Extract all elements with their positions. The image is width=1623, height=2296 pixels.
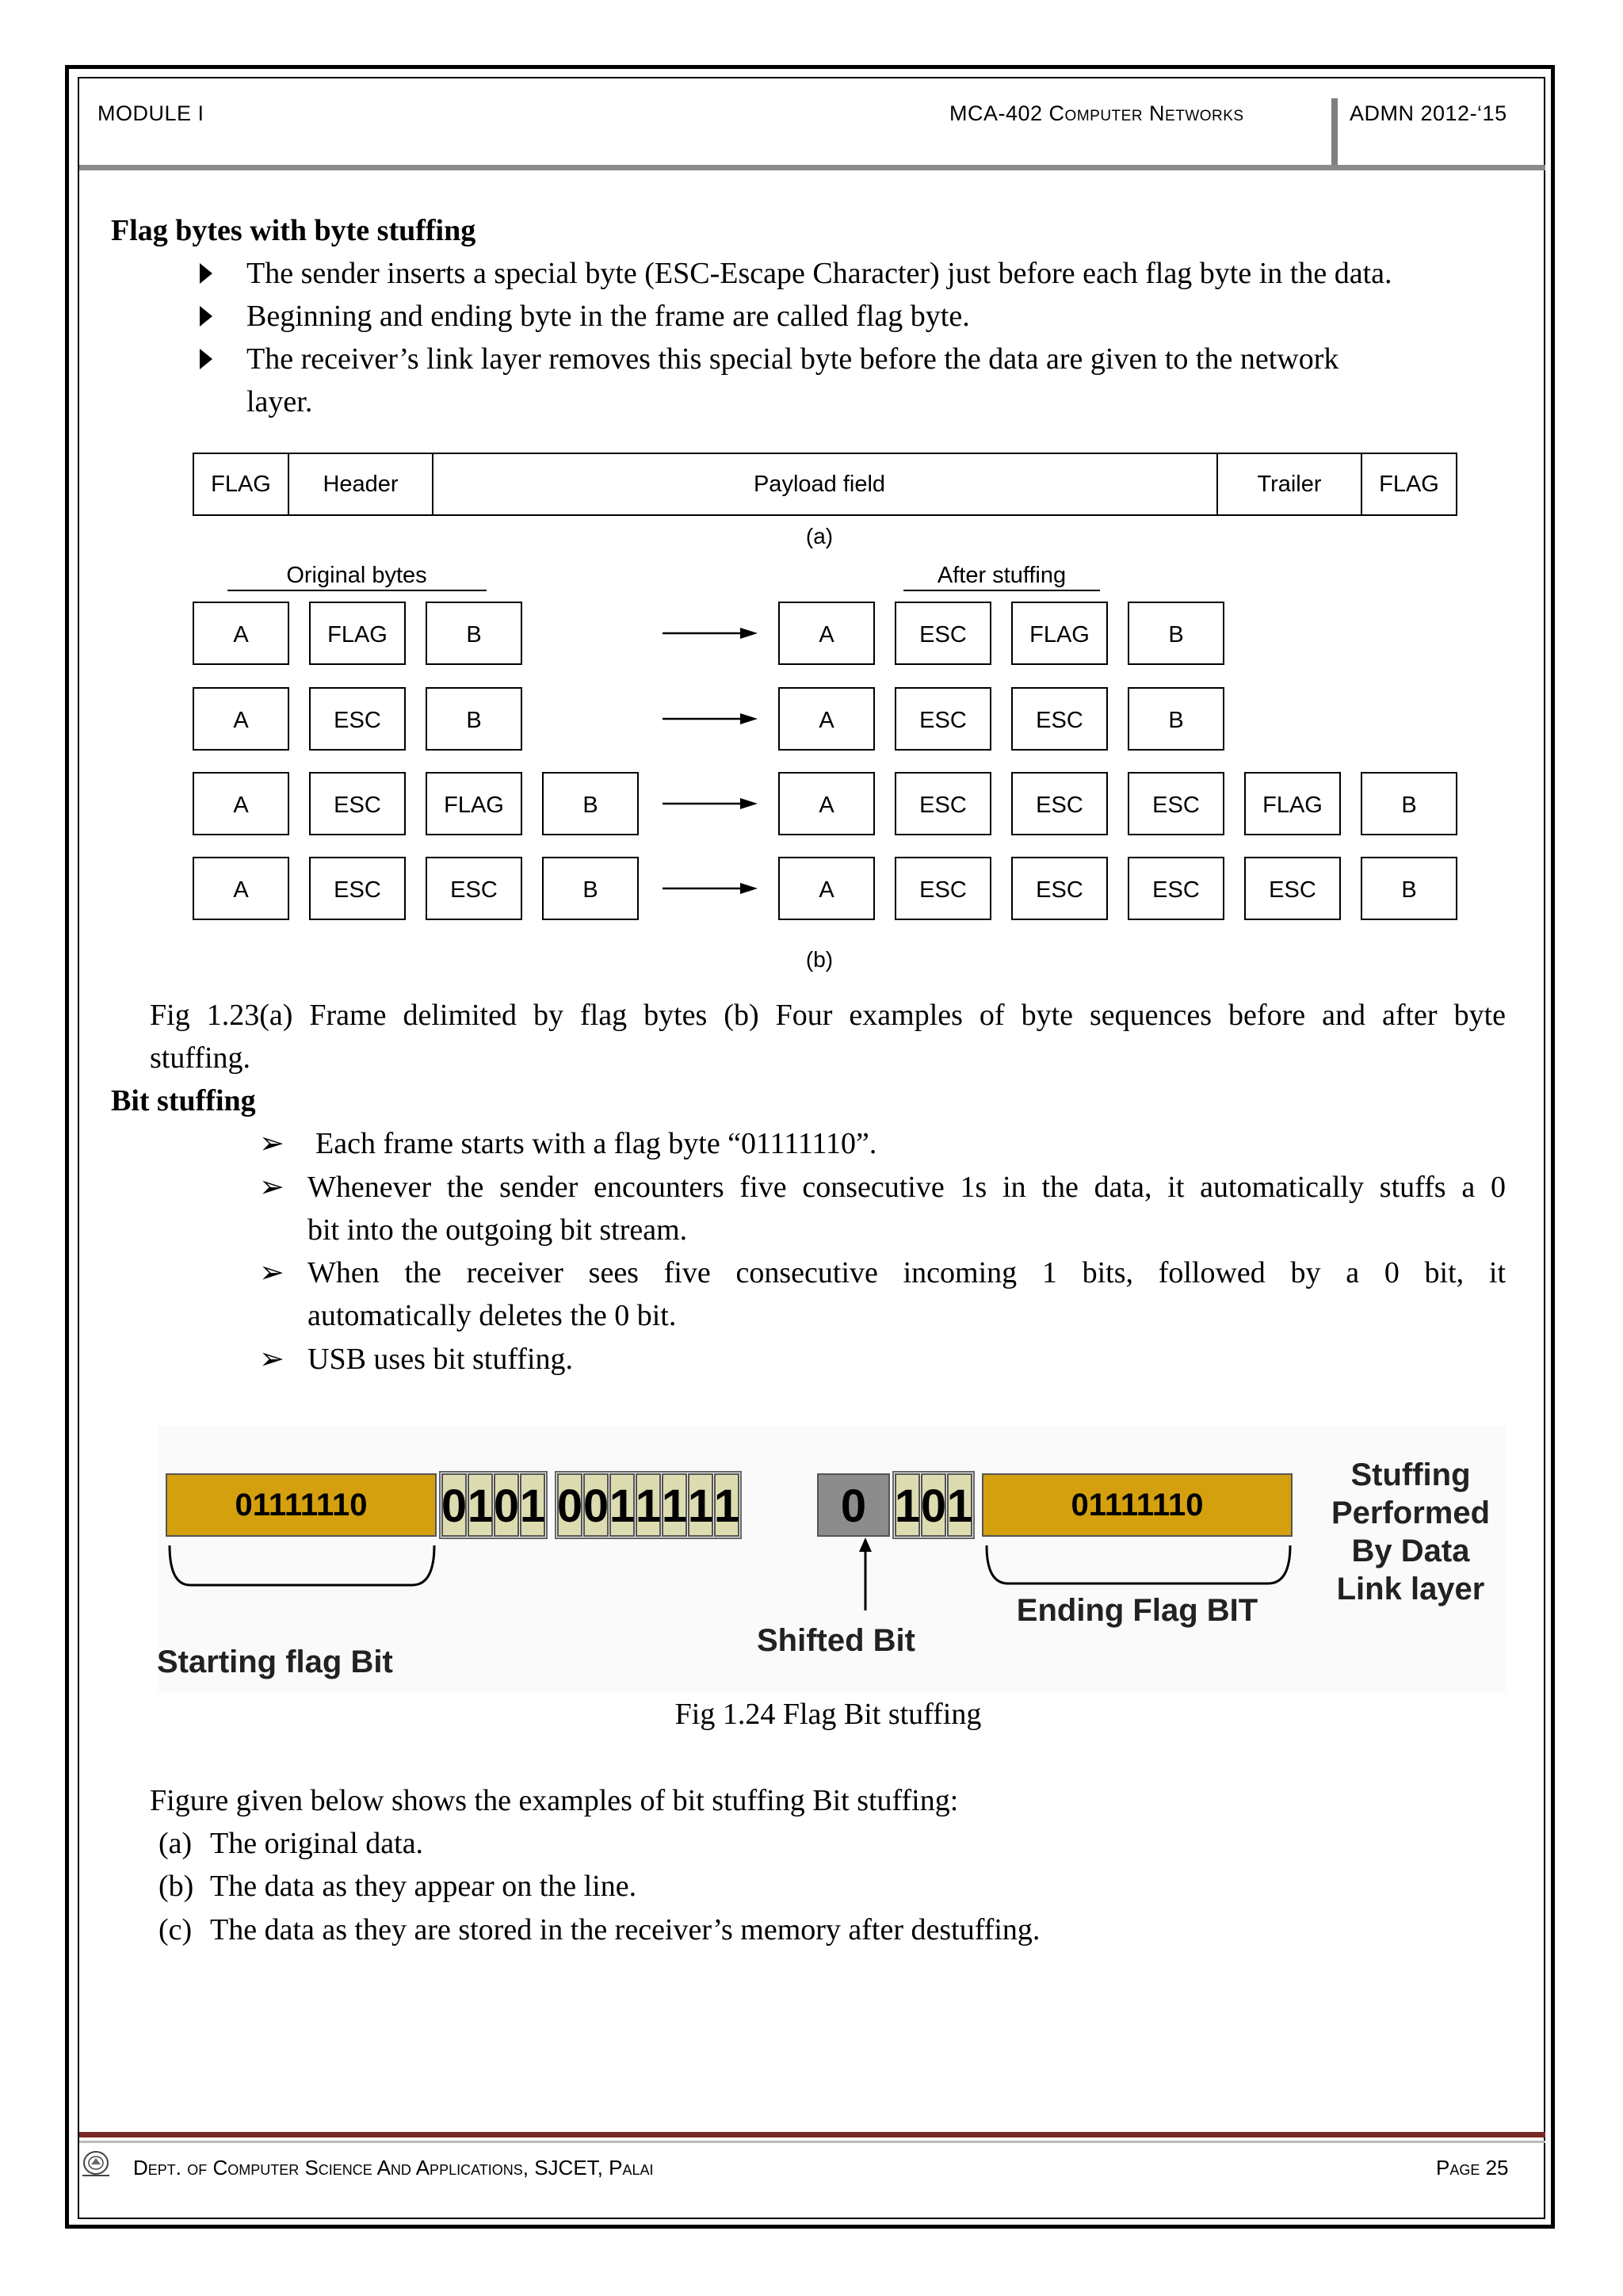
original-byte-label: ESC: [334, 877, 381, 903]
arrowhead-bullet-icon: ➢: [259, 1256, 285, 1289]
stuffed-byte-label: ESC: [919, 708, 967, 733]
bit-value: 0: [493, 1480, 520, 1532]
stuffed-byte-label: B: [1401, 793, 1417, 818]
bit-value: 1: [609, 1480, 636, 1532]
list-marker: (c): [158, 1913, 193, 1946]
bit-value: 1: [519, 1480, 546, 1532]
ending-flag-label: Ending Flag BIT: [1016, 1593, 1258, 1628]
bullet-text-continued: automatically deletes the 0 bit.: [307, 1299, 677, 1332]
section-heading-bit-stuffing: Bit stuffing: [111, 1084, 256, 1117]
stuffed-byte-label: FLAG: [1029, 622, 1090, 648]
stuffed-byte-label: B: [1401, 877, 1417, 903]
section-heading-byte-stuffing: Flag bytes with byte stuffing: [111, 214, 476, 247]
bit-stuffing-intro: Figure given below shows the examples of bit stuffing Bit stuffing:: [150, 1784, 959, 1817]
stuffed-byte-label: ESC: [919, 622, 967, 648]
side-label-line: Link layer: [1336, 1572, 1485, 1606]
figure-bit-stuffing: [0, 1427, 1623, 1696]
list-item-text: The data as they appear on the line.: [210, 1870, 637, 1903]
figure-byte-stuffing: [0, 0, 1623, 999]
arrow-right-icon: [740, 883, 758, 894]
original-byte-label: A: [233, 622, 249, 648]
bit-value: 1: [661, 1480, 688, 1532]
list-marker: (b): [158, 1870, 194, 1903]
list-item-text: The original data.: [210, 1827, 424, 1860]
original-byte-label: B: [582, 877, 598, 903]
bullet-text-continued: layer.: [246, 385, 313, 418]
original-byte-label: FLAG: [444, 793, 504, 818]
original-byte-label: A: [233, 793, 249, 818]
after-stuffing-label: After stuffing: [937, 563, 1067, 588]
bullet-text: The sender inserts a special byte (ESC-Escape Character) just before each flag byte in the data.: [246, 257, 1392, 290]
frame-field-trailer: Trailer: [1257, 472, 1322, 497]
frame-field-payload: Payload field: [753, 472, 886, 497]
starting-flag-label: Starting flag Bit: [157, 1645, 393, 1679]
bullet-text: Each frame starts with a flag byte “01111110”.: [315, 1127, 877, 1160]
bit-value: 1: [713, 1480, 740, 1532]
bit-value: 0: [582, 1480, 609, 1532]
stuffed-byte-label: B: [1168, 708, 1184, 733]
stuffed-byte-label: B: [1168, 622, 1184, 648]
original-byte-label: A: [233, 708, 249, 733]
bit-value: 1: [687, 1480, 714, 1532]
college-seal-icon: [79, 2149, 113, 2179]
bullet-text: The receiver’s link layer removes this special byte before the data are given to the network: [246, 342, 1339, 376]
stuffed-byte-label: ESC: [1152, 793, 1200, 818]
footer-page-number: Page 25: [1436, 2156, 1509, 2179]
stuffed-byte-label: ESC: [919, 793, 967, 818]
footer-rule-thin: [79, 2141, 1545, 2143]
footer-department: Dept. of Computer Science And Applications, SJCET, Palai: [133, 2156, 654, 2179]
header-admission: ADMN 2012-‘15: [1350, 101, 1507, 125]
stuffed-byte-label: FLAG: [1262, 793, 1323, 818]
frame-field-header: Header: [323, 472, 399, 497]
bullet-text: USB uses bit stuffing.: [307, 1343, 574, 1376]
original-byte-label: B: [466, 708, 482, 733]
stuffed-byte-label: ESC: [1036, 877, 1083, 903]
stuffed-byte-label: A: [819, 708, 834, 733]
list-marker: (a): [158, 1827, 193, 1860]
figure-caption-1-23-continued: stuffing.: [150, 1041, 251, 1075]
arrowhead-bullet-icon: ➢: [259, 1171, 285, 1204]
header-course: MCA-402 Computer Networks: [949, 101, 1244, 125]
side-label-line: By Data: [1351, 1534, 1470, 1568]
bit-value: 1: [635, 1480, 662, 1532]
original-bytes-label: Original bytes: [286, 563, 427, 588]
start-flag-bits: 01111110: [235, 1488, 368, 1522]
figure-caption-1-23: Fig 1.23(a) Frame delimited by flag bytes (b) Four examples of byte sequences before and after byte: [150, 999, 1506, 1032]
bit-value: 0: [920, 1480, 947, 1532]
shifted-bit-label: Shifted Bit: [757, 1623, 915, 1658]
stuffed-byte-label: ESC: [1036, 793, 1083, 818]
frame-diagram: [193, 453, 1457, 515]
arrow-right-icon: [740, 713, 758, 724]
stuffed-byte-label: A: [819, 877, 834, 903]
figure-caption-1-24: Fig 1.24 Flag Bit stuffing: [674, 1698, 982, 1731]
bullet-text: When the receiver sees five consecutive incoming 1 bits, followed by a 0 bit, it: [307, 1256, 1506, 1289]
original-byte-label: B: [582, 793, 598, 818]
bullet-text-continued: bit into the outgoing bit stream.: [307, 1213, 688, 1247]
arrow-right-icon: [740, 798, 758, 809]
stuffed-byte-label: A: [819, 622, 834, 648]
list-item-text: The data as they are stored in the receiver’s memory after destuffing.: [210, 1913, 1041, 1946]
frame-field-flag-end: FLAG: [1379, 472, 1439, 497]
bit-value: 0: [441, 1480, 468, 1532]
arrow-right-icon: [740, 628, 758, 639]
figure-label-b: (b): [805, 947, 834, 972]
arrowhead-bullet-icon: ➢: [259, 1343, 285, 1376]
bit-value: 1: [894, 1480, 921, 1532]
original-byte-label: FLAG: [327, 622, 388, 648]
side-label-line: Stuffing: [1350, 1457, 1471, 1492]
original-byte-label: ESC: [334, 708, 381, 733]
bit-cells: [440, 1472, 974, 1538]
bit-value: 1: [946, 1480, 973, 1532]
header-module: MODULE I: [97, 101, 204, 125]
original-byte-label: ESC: [450, 877, 498, 903]
bullet-text: Beginning and ending byte in the frame are called flag byte.: [246, 300, 970, 333]
footer-rule: [79, 2132, 1545, 2137]
stuffed-byte-label: ESC: [1036, 708, 1083, 733]
stuffed-byte-label: A: [819, 793, 834, 818]
stuffed-byte-label: ESC: [1269, 877, 1316, 903]
original-byte-label: B: [466, 622, 482, 648]
bit-value: 1: [467, 1480, 494, 1532]
side-label-line: Performed: [1331, 1496, 1491, 1530]
original-byte-label: ESC: [334, 793, 381, 818]
bullet-text: Whenever the sender encounters five consecutive 1s in the data, it automatically stuffs a 0: [307, 1171, 1506, 1204]
stuffed-byte-label: ESC: [1152, 877, 1200, 903]
stuffed-bit-value: 0: [840, 1480, 867, 1532]
arrowhead-bullet-icon: ➢: [259, 1127, 285, 1160]
original-byte-label: A: [233, 877, 249, 903]
byte-sequence-rows: [193, 602, 1457, 919]
bit-value: 0: [556, 1480, 583, 1532]
frame-field-flag-start: FLAG: [211, 472, 271, 497]
end-flag-bits: 01111110: [1071, 1488, 1204, 1522]
stuffed-byte-label: ESC: [919, 877, 967, 903]
figure-label-a: (a): [805, 524, 834, 548]
